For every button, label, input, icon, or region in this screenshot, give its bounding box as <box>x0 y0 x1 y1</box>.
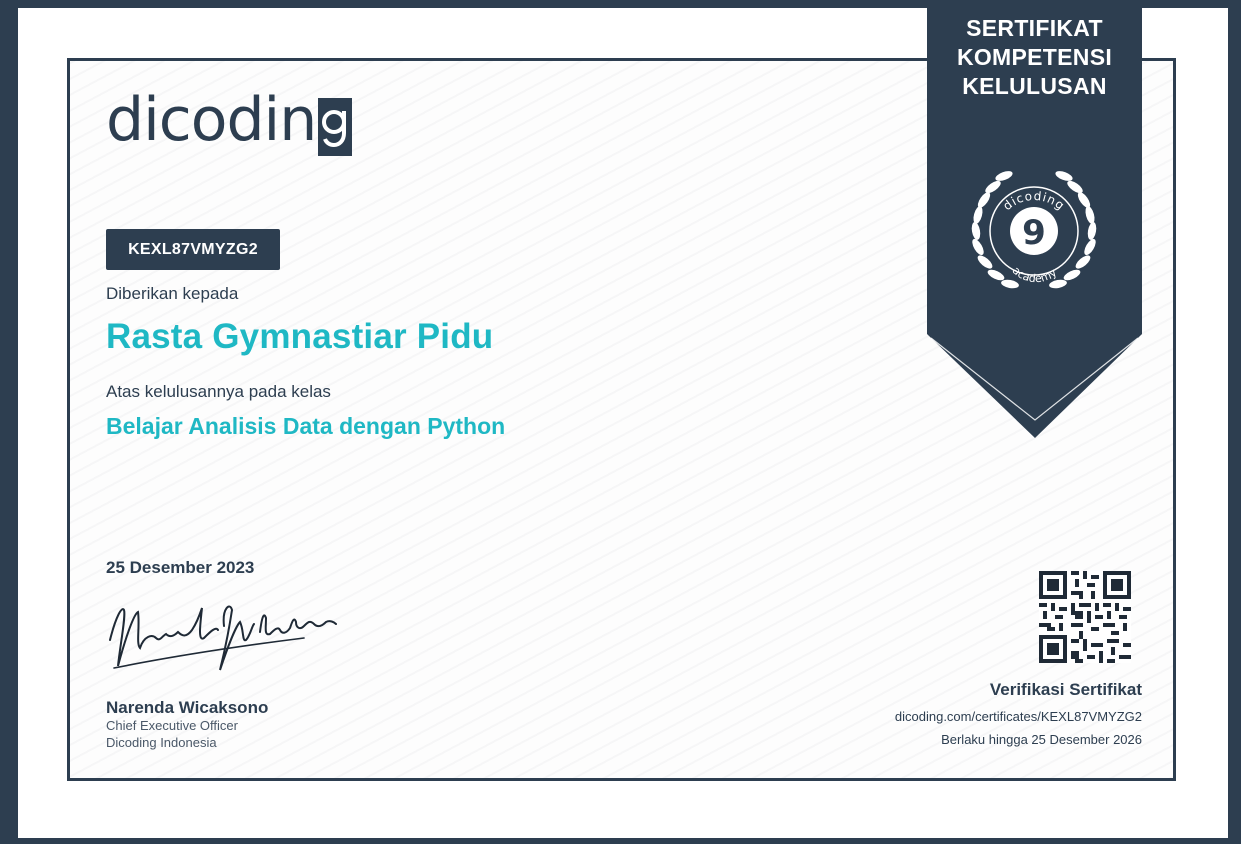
badge-center-text: 9 <box>1022 213 1046 253</box>
issue-date: 25 Desember 2023 <box>106 558 255 577</box>
dicoding-logo <box>106 85 352 158</box>
signatory-title: Chief Executive Officer <box>106 718 238 733</box>
verification-title: Verifikasi Sertifikat <box>989 680 1142 699</box>
logo-g-icon <box>320 103 350 151</box>
ribbon-title-line-2: KOMPETENSI <box>956 44 1113 70</box>
ribbon-title <box>927 14 1142 101</box>
badge-top-text: dicoding <box>1000 188 1068 214</box>
signatory-name: Narenda Wicaksono <box>106 698 269 717</box>
signatory-organization: Dicoding Indonesia <box>106 735 217 750</box>
course-title: Belajar Analisis Data dengan Python <box>106 413 506 439</box>
verification-url-link[interactable]: dicoding.com/certificates/KEXL87VMYZG2 <box>894 709 1142 724</box>
validity-text: Berlaku hingga 25 Desember 2026 <box>941 732 1142 747</box>
certificate-id-badge: KEXL87VMYZG2 <box>106 229 280 270</box>
signature-image <box>104 596 344 676</box>
course-label: Atas kelulusannya pada kelas <box>106 382 331 401</box>
logo-wordmark: dicodin <box>106 85 317 155</box>
logo-g-block <box>318 98 352 156</box>
given-to-label: Diberikan kepada <box>106 284 239 303</box>
badge-bottom-text: academy <box>1009 263 1060 286</box>
recipient-name: Rasta Gymnastiar Pidu <box>106 317 494 356</box>
ribbon-title-line-3: KELULUSAN <box>962 73 1107 99</box>
ribbon-title-line-1: SERTIFIKAT <box>966 15 1103 41</box>
academy-badge-icon <box>954 156 1114 306</box>
qr-code-icon[interactable] <box>1039 571 1131 663</box>
